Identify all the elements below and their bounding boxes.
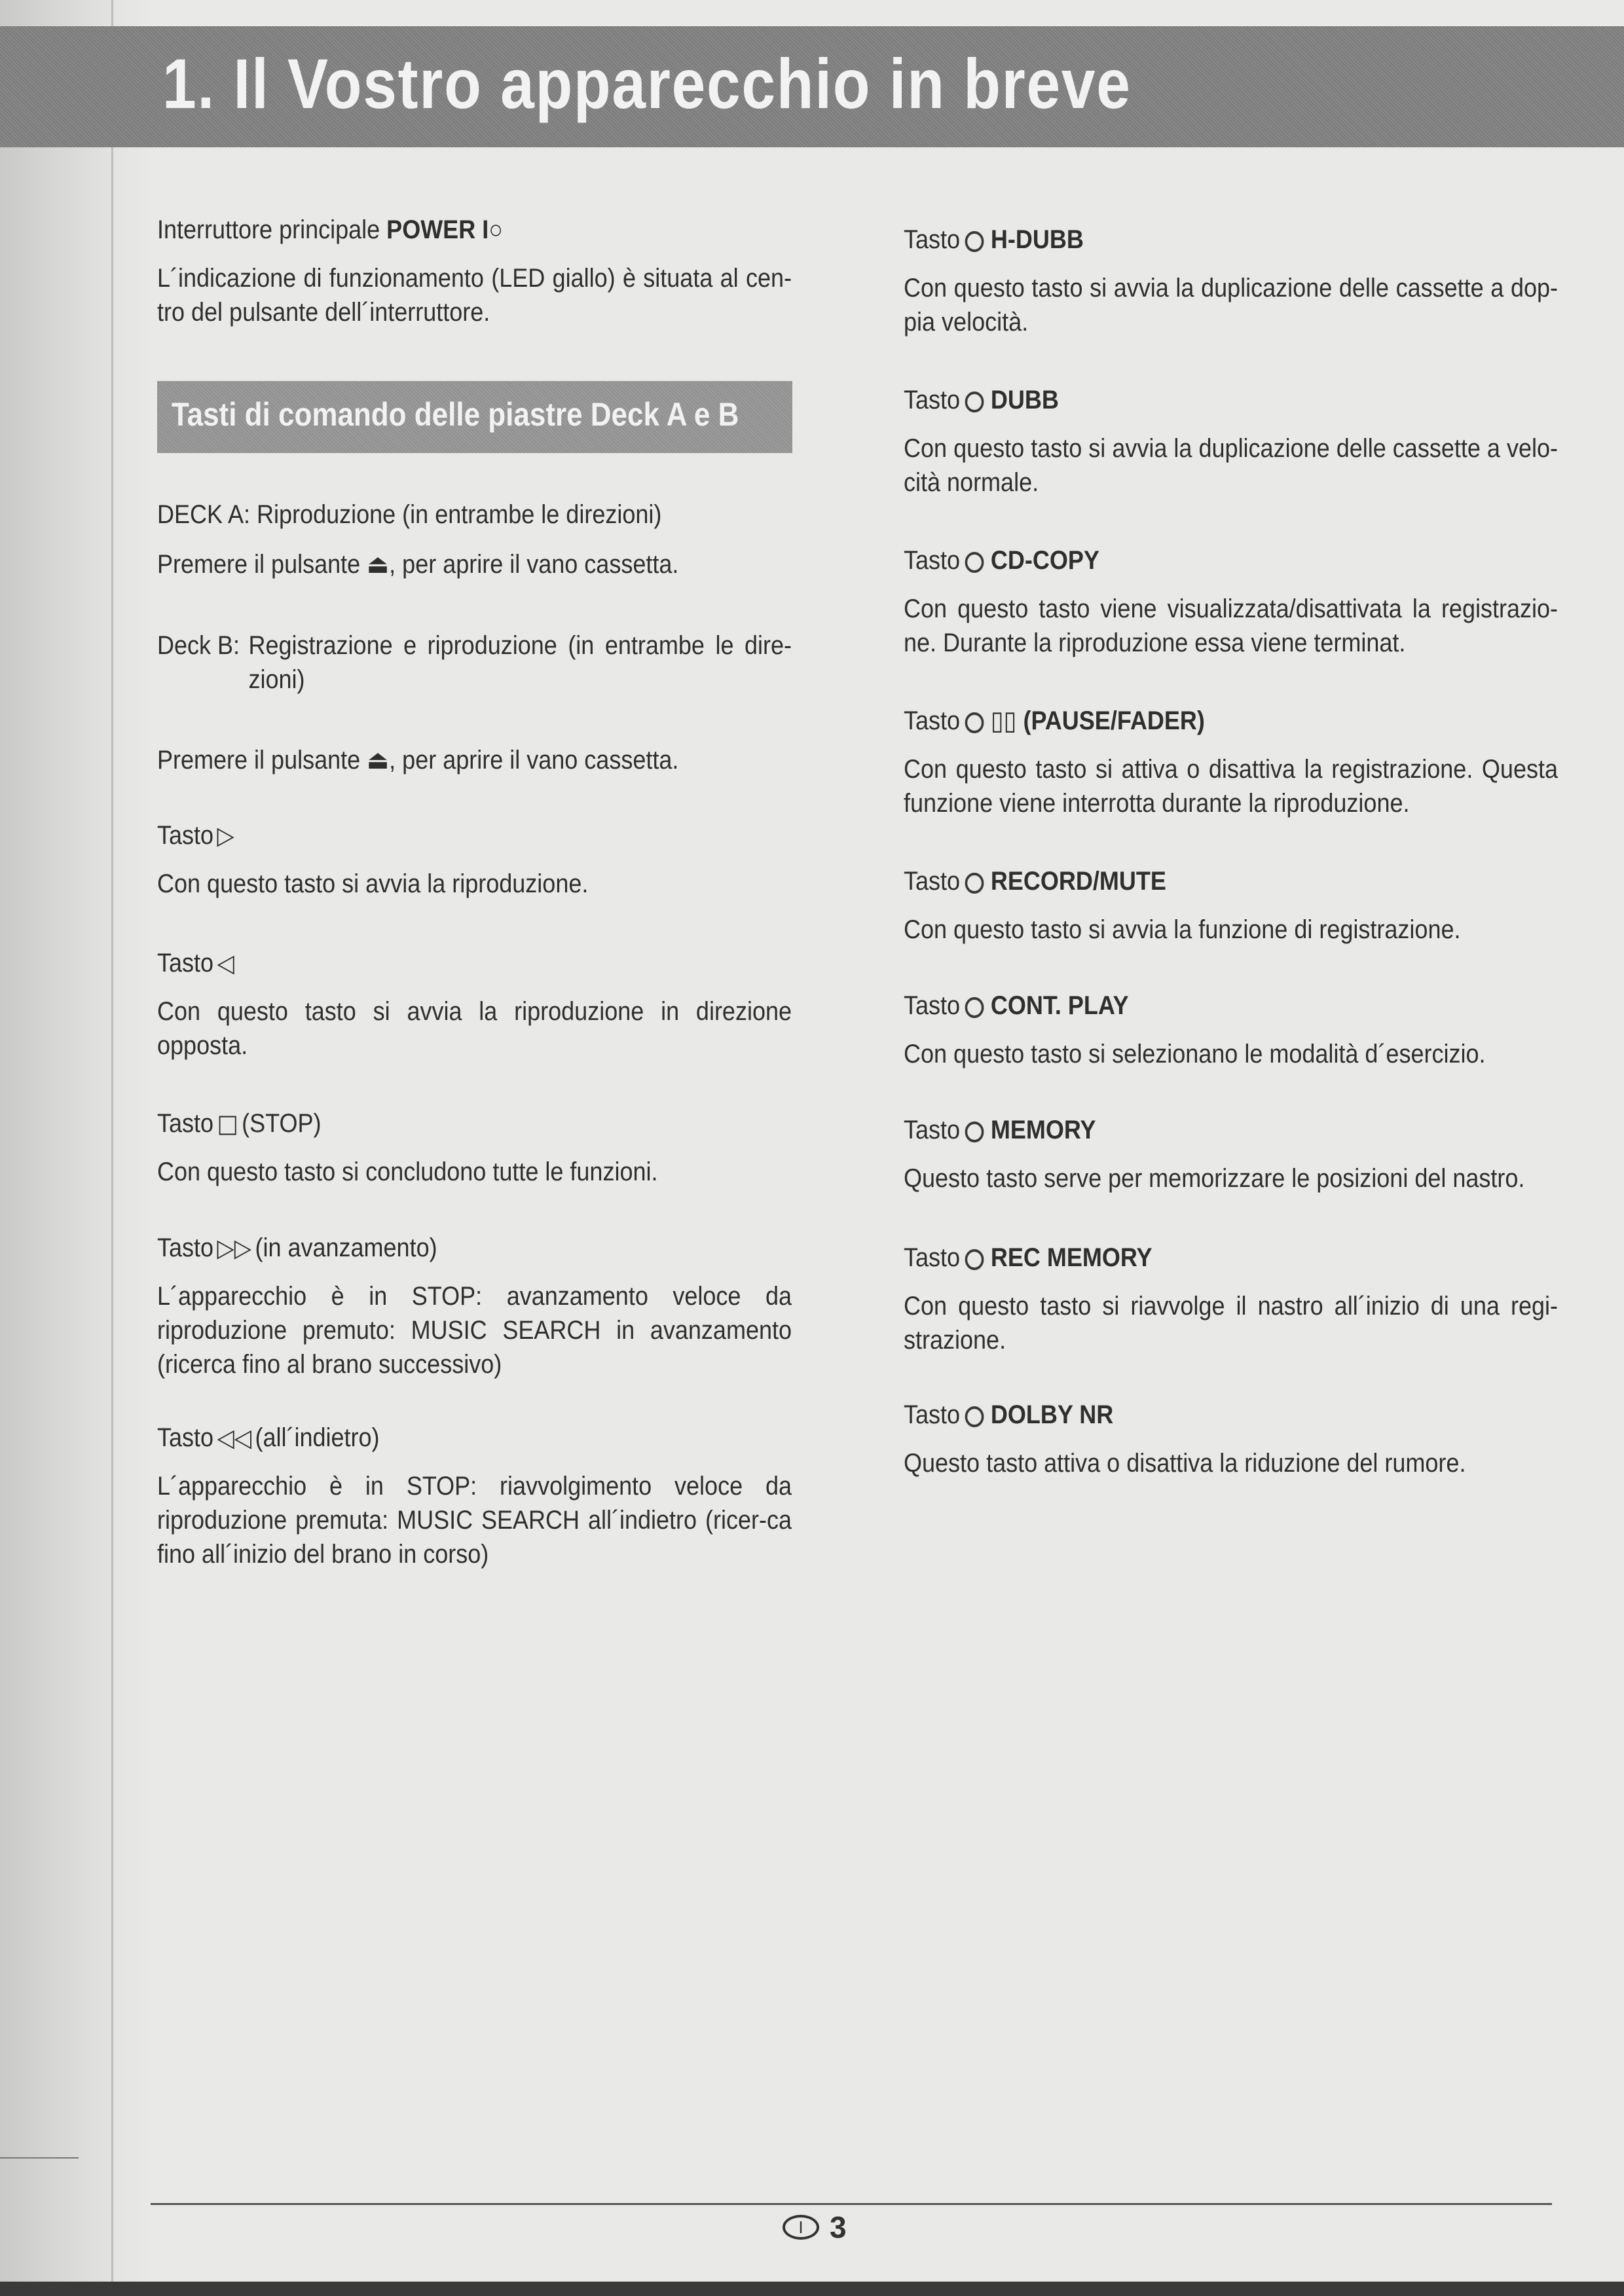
reverse-key-text: Con questo tasto si avvia la riproduzione in direzione opposta.: [157, 997, 792, 1060]
record-label: RECORD/MUTE: [990, 867, 1166, 896]
record-text: Con questo tasto si avvia la funzione di registrazione.: [904, 915, 1461, 944]
ffwd-key-text: L´apparecchio è in STOP: avanzamento veloce da riproduzione premuto: MUSIC SEARCH in avanzamento (ricerca fino al brano successivo): [157, 1282, 792, 1379]
rew-key-block: [157, 1421, 792, 1587]
book-spine-line: [111, 0, 113, 2296]
circle-button-icon: [965, 1249, 984, 1270]
stop-key-heading: [157, 1106, 792, 1140]
record-head: Tasto: [904, 867, 961, 896]
circle-button-icon: [965, 1406, 984, 1427]
pause-block: [904, 704, 1559, 836]
dolby-heading: [904, 1398, 1558, 1432]
play-key-text: Con questo tasto si avvia la riproduzione.: [157, 869, 589, 898]
recmemory-heading: [904, 1241, 1558, 1275]
power-heading-text: Interruttore principale: [157, 215, 387, 244]
stop-key-block: [157, 1106, 792, 1205]
deck-b-row: [157, 629, 792, 697]
stop-icon: □: [217, 1109, 238, 1138]
deck-b-text: Registrazione e riproduzione (in entrambe le dire-zioni): [248, 631, 792, 694]
reverse-play-icon: ◁: [217, 949, 234, 977]
ffwd-key-heading: [157, 1231, 792, 1265]
language-badge: I: [783, 2215, 819, 2240]
pause-text: Con questo tasto si attiva o disattiva la registrazione. Questa funzione viene interrotta durante la riproduzione.: [904, 755, 1558, 818]
cdcopy-label: CD-COPY: [990, 546, 1099, 575]
cdcopy-block: [904, 543, 1559, 676]
memory-label: MEMORY: [990, 1116, 1096, 1144]
recmemory-head: Tasto: [904, 1243, 961, 1272]
play-key-heading: [157, 818, 792, 852]
cdcopy-heading: [904, 543, 1558, 577]
circle-button-icon: [965, 231, 984, 252]
dolby-text: Questo tasto attiva o disattiva la riduzione del rumore.: [904, 1449, 1466, 1478]
stop-key-text: Con questo tasto si concludono tutte le funzioni.: [157, 1157, 658, 1186]
dubb-text: Con questo tasto si avvia la duplicazione delle cassette a velo-cità normale.: [904, 434, 1558, 497]
rew-key-heading: [157, 1421, 792, 1455]
scan-bottom-edge: [0, 2282, 1624, 2296]
deck-b-label: Deck B:: [157, 631, 240, 660]
rew-key-head: Tasto: [157, 1423, 214, 1452]
circle-button-icon: [965, 552, 984, 573]
reverse-key-head: Tasto: [157, 949, 214, 977]
play-icon: ▷: [217, 821, 234, 850]
hdubb-label: H-DUBB: [990, 225, 1084, 254]
record-heading: [904, 864, 1558, 898]
stop-key-head: Tasto: [157, 1109, 214, 1138]
dolby-head: Tasto: [904, 1400, 961, 1429]
dolby-label: DOLBY NR: [990, 1400, 1114, 1429]
record-block: [904, 864, 1559, 962]
hdubb-text: Con questo tasto si avvia la duplicazione delle cassette a dop-pia velocità.: [904, 274, 1558, 337]
dubb-block: [904, 383, 1559, 515]
power-heading: [157, 213, 792, 247]
cdcopy-text: Con questo tasto viene visualizzata/disattivata la registrazio-ne. Durante la riproduzione essa viene terminat.: [904, 594, 1558, 657]
deck-a-text: DECK A: Riproduzione (in entrambe le direzioni): [157, 500, 662, 529]
rew-key-suffix: (all´indietro): [255, 1423, 380, 1452]
power-block: [157, 213, 792, 345]
circle-button-icon: [965, 873, 984, 894]
deck-a-block: [157, 498, 792, 597]
dubb-head: Tasto: [904, 386, 961, 414]
cdcopy-head: Tasto: [904, 546, 961, 575]
eject-b-block: [157, 743, 792, 793]
recmemory-text: Con questo tasto si riavvolge il nastro all´inizio di una regi-strazione.: [904, 1292, 1558, 1355]
recmemory-label: REC MEMORY: [990, 1243, 1153, 1272]
deck-b-block: [157, 629, 792, 712]
power-heading-bold: POWER I○: [386, 215, 503, 244]
circle-button-icon: [965, 1121, 984, 1142]
page-footer: [783, 2210, 847, 2245]
section-heading: Tasti di comando delle piastre Deck A e B: [172, 396, 739, 433]
power-description: L´indicazione di funzionamento (LED giallo) è situata al cen-tro del pulsante dell´interruttore.: [157, 264, 792, 327]
circle-button-icon: [965, 392, 984, 412]
memory-text: Questo tasto serve per memorizzare le posizioni del nastro.: [904, 1164, 1525, 1193]
rewind-icon: ◁◁: [217, 1423, 252, 1452]
left-margin-rule: [0, 2157, 79, 2159]
eject-b-text: Premere il pulsante ⏏, per aprire il vano cassetta.: [157, 746, 679, 774]
section-heading-bar: [157, 381, 792, 453]
memory-heading: [904, 1113, 1558, 1147]
hdubb-block: [904, 223, 1559, 355]
circle-button-icon: [965, 997, 984, 1018]
dolby-block: [904, 1398, 1559, 1496]
contplay-block: [904, 989, 1559, 1087]
fast-forward-icon: ▷▷: [217, 1233, 252, 1262]
ffwd-key-block: [157, 1231, 792, 1397]
dubb-heading: [904, 383, 1558, 417]
dubb-label: DUBB: [990, 386, 1059, 414]
recmemory-block: [904, 1241, 1559, 1373]
hdubb-heading: [904, 223, 1558, 257]
ffwd-key-suffix: (in avanzamento): [255, 1233, 437, 1262]
book-spine-shadow: [0, 0, 151, 2296]
play-key-head: Tasto: [157, 821, 214, 850]
stop-key-suffix: (STOP): [242, 1109, 322, 1138]
reverse-key-heading: [157, 946, 792, 980]
play-key-block: [157, 818, 792, 917]
rew-key-text: L´apparecchio è in STOP: riavvolgimento veloce da riproduzione premuta: MUSIC SEARCH all´indietro (ricer-ca fino all´inizio del brano in corso): [157, 1472, 792, 1569]
contplay-heading: [904, 989, 1558, 1023]
memory-block: [904, 1113, 1559, 1211]
hdubb-head: Tasto: [904, 225, 961, 254]
pause-label: ▯▯ (PAUSE/FADER): [990, 706, 1205, 735]
eject-a-text: Premere il pulsante ⏏, per aprire il vano cassetta.: [157, 550, 679, 579]
pause-head: Tasto: [904, 706, 961, 735]
memory-head: Tasto: [904, 1116, 961, 1144]
contplay-label: CONT. PLAY: [990, 991, 1129, 1020]
ffwd-key-head: Tasto: [157, 1233, 214, 1262]
reverse-key-block: [157, 946, 792, 1078]
page-number: 3: [830, 2210, 847, 2244]
pause-heading: [904, 704, 1558, 738]
contplay-text: Con questo tasto si selezionano le modalità d´esercizio.: [904, 1040, 1486, 1068]
circle-button-icon: [965, 712, 984, 733]
page-title: 1. Il Vostro apparecchio in breve: [162, 44, 1132, 123]
contplay-head: Tasto: [904, 991, 961, 1020]
footer-rule: [151, 2203, 1552, 2205]
